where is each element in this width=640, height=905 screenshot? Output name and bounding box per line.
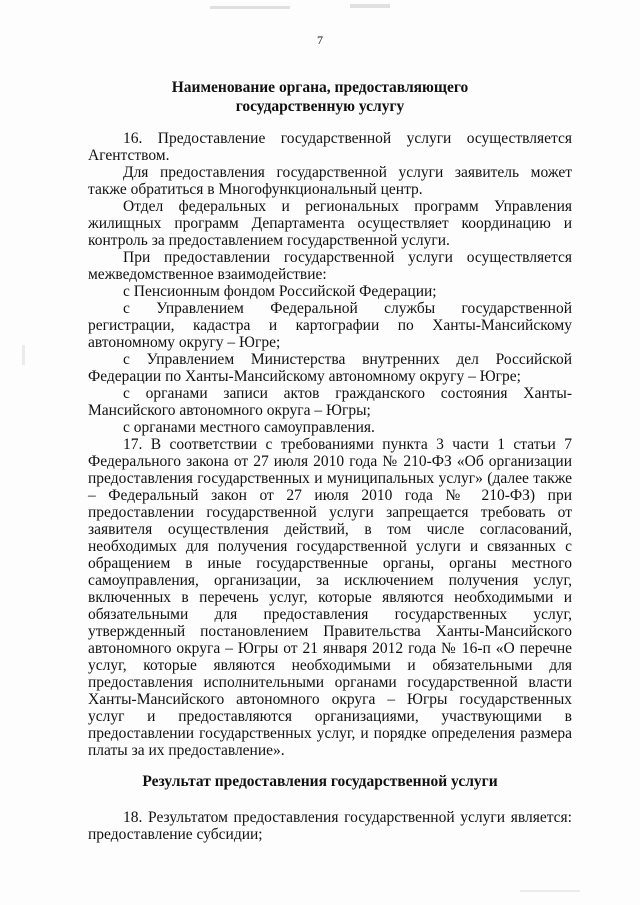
section-heading-line: государственную услугу (235, 98, 405, 115)
section-heading-line: Наименование органа, предоставляющего (171, 79, 469, 96)
section-heading: Результат предоставления государственной услуги (142, 773, 498, 790)
paragraph: с Управлением Министерства внутренних дел Российской Федерации по Ханты-Мансийскому автономному округу – Югре; (88, 351, 572, 385)
paragraph: При предоставлении государственной услуги осуществляется межведомственное взаимодействие: (88, 249, 572, 283)
paragraph: 18. Результатом предоставления государственной услуги является: предоставление субсидии; (88, 809, 572, 843)
page-number: 7 (317, 33, 323, 47)
scan-noise (22, 345, 25, 365)
section-body (88, 130, 572, 759)
paragraph: с Пенсионным фондом Российской Федерации; (123, 283, 437, 300)
paragraph: 17. В соответствии с требованиями пункта 3 части 1 статьи 7 Федерального закона от 27 июля 2010 года № 210-ФЗ «Об организации предоставления государственных и муниципальных услуг» (далее также – Федеральный закон от 27 июля 2010 года № 210-ФЗ) при предоставлении государственной услуги запрещается требовать от заявителя осуществления действий, в том числе согласований, необходимых для получения государственной услуги и связанных с обращением в иные государственные органы, органы местного самоуправления, организации, за исключением получения услуг, включенных в перечень услуг, которые являются необходимыми и обязательными для предоставления государственных услуг, утвержденный постановлением Правительства Ханты-Мансийского автономного округа – Югры от 21 января 2012 года № 16-п «О перечне услуг, которые являются необходимыми и обязательными для предоставления исполнительными органами государственной власти Ханты-Мансийского автономного округа – Югры государственных услуг и предоставляются организациями, участвующими в предоставлении государственных услуг, и порядке определения размера платы за их предоставление». (88, 436, 572, 759)
scan-noise (520, 890, 580, 892)
paragraph: Для предоставления государственной услуги заявитель может также обратиться в Многофункциональный центр. (88, 164, 572, 198)
scan-noise (210, 6, 290, 9)
section-heading (120, 78, 520, 116)
paragraph: с Управлением Федеральной службы государственной регистрации, кадастра и картографии по Ханты-Мансийскому автономному округу – Югре; (88, 300, 572, 351)
paragraph: Отдел федеральных и региональных программ Управления жилищных программ Департамента осуществляет координацию и контроль за предоставлением государственной услуги. (88, 198, 572, 249)
paragraph: с органами записи актов гражданского состояния Ханты-Мансийского автономного округа – Югры; (88, 385, 572, 419)
paragraph: 16. Предоставление государственной услуги осуществляется Агентством. (88, 130, 572, 164)
scan-noise (350, 4, 390, 8)
section-body (88, 809, 572, 843)
paragraph: с органами местного самоуправления. (123, 419, 375, 436)
